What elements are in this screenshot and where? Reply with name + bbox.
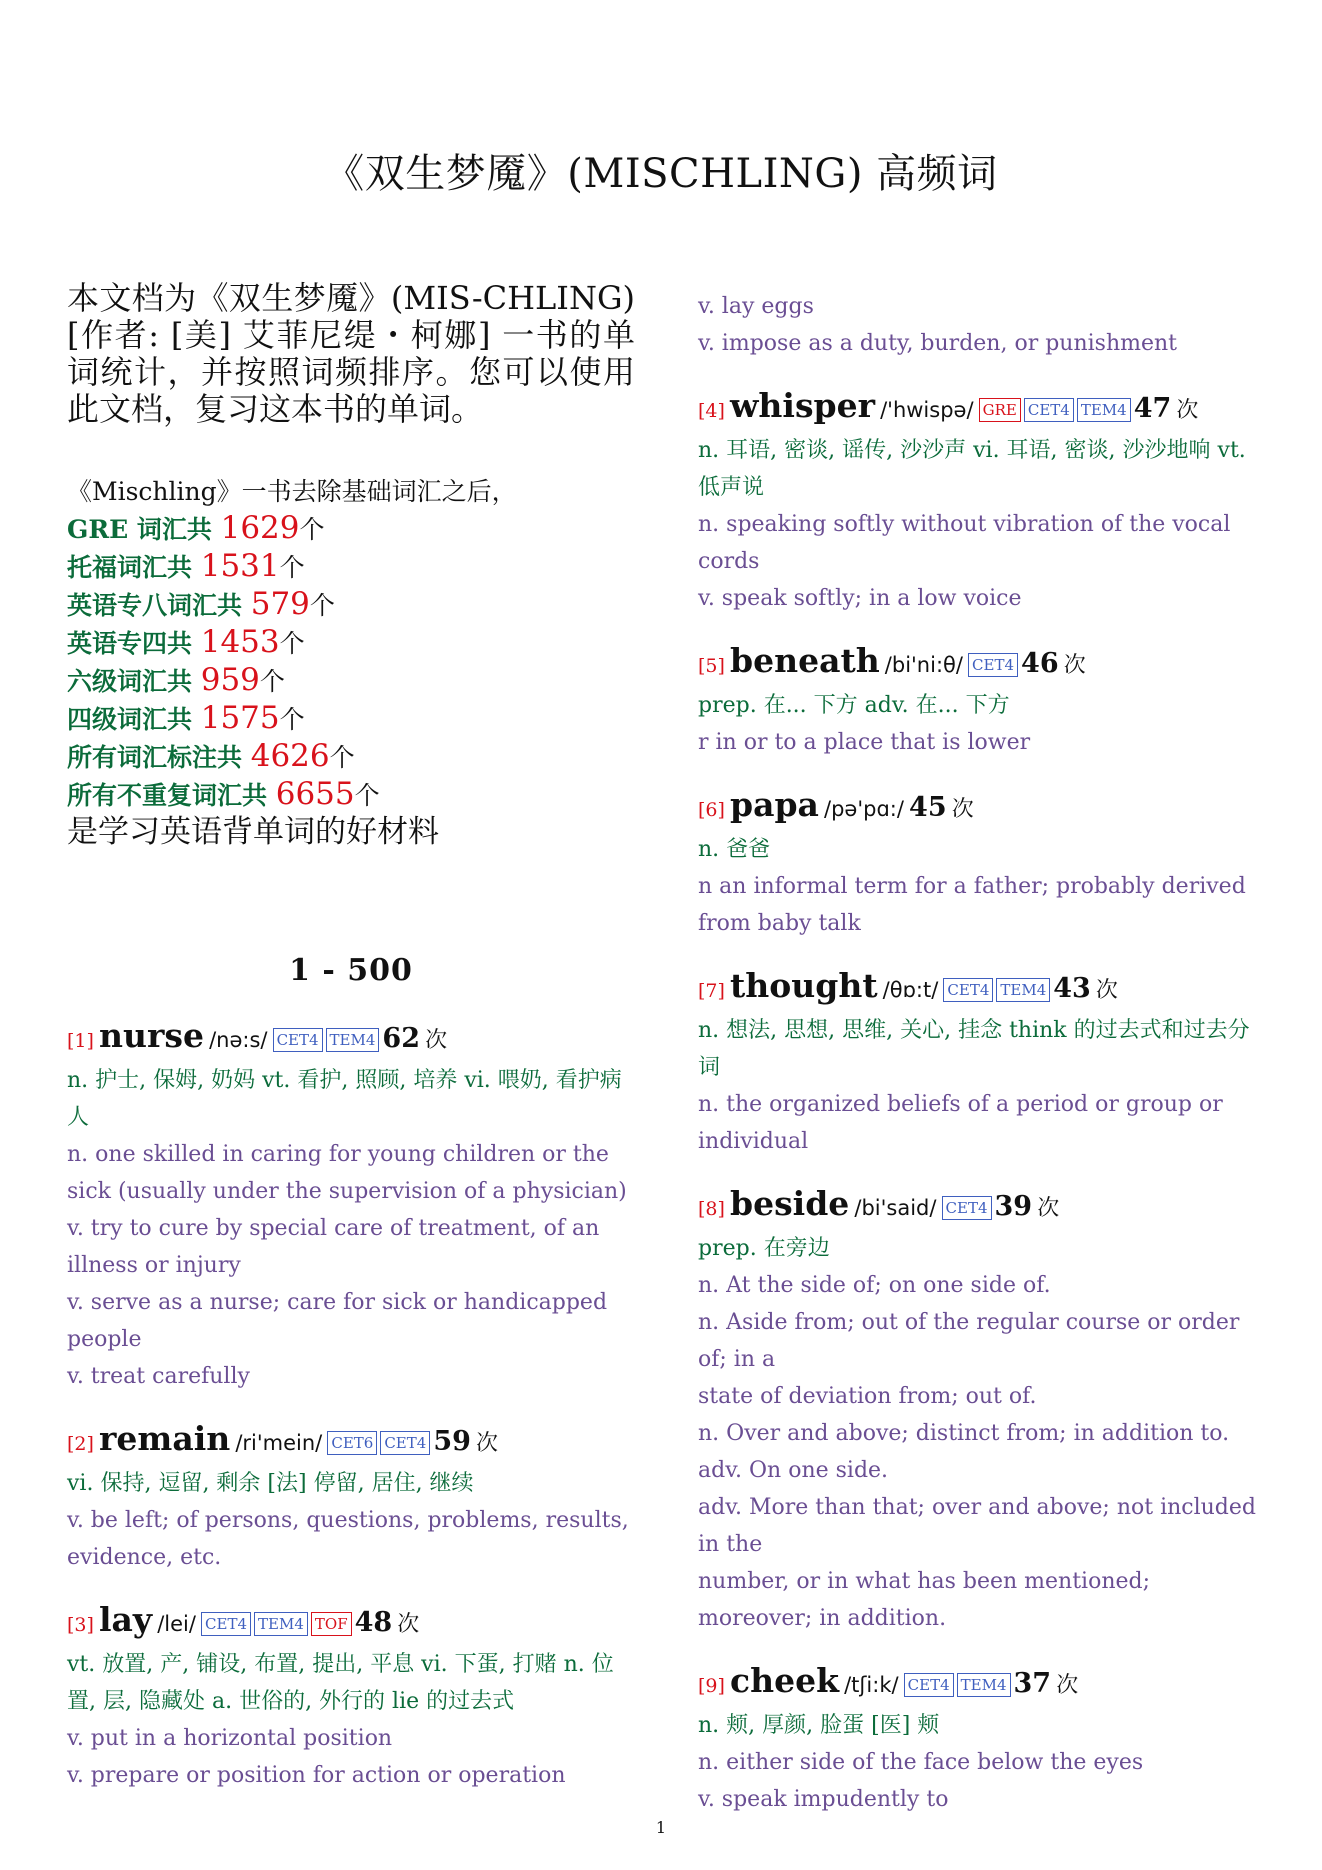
frequency-unit: 次 [425,1028,448,1053]
continued-definition: v. impose as a duty, burden, or punishment [698,331,1178,356]
stat-number: 4626 [250,738,330,774]
stat-number: 6655 [275,776,355,812]
english-definition: adv. On one side. [698,1458,889,1483]
stat-row [67,586,635,624]
word-entry [67,1016,635,1395]
vocab-stats [67,474,635,850]
stat-row [67,738,635,776]
continued-definition: v. lay eggs [698,294,814,319]
stat-label: 所有词汇标注共 [67,743,251,772]
english-definition: n. speaking softly without vibration of the vocal cords [698,512,1231,574]
frequency-unit: 次 [1037,1196,1060,1221]
stat-label: 所有不重复词汇共 [67,781,276,810]
stat-number: 1531 [200,548,280,584]
chinese-definition: vt. 放置, 产, 铺设, 布置, 提出, 平息 vi. 下蛋, 打赌 n. 位置, 层, 隐藏处 a. 世俗的, 外行的 lie 的过去式 [67,1652,614,1714]
exam-tag: CET4 [273,1028,323,1052]
stat-row [67,662,635,700]
headword-line [698,1661,1268,1707]
entry-index: [1] [67,1030,94,1052]
word-entry [698,785,1268,942]
headword-line [67,1016,635,1062]
page-title: 《双生梦魇》(MISCHLING) 高频词 [324,151,998,197]
english-definition: v. try to cure by special care of treatment, of an illness or injury [67,1216,600,1278]
exam-tag: TEM4 [254,1612,308,1636]
stat-unit: 个 [279,705,305,734]
stat-label: 六级词汇共 [67,667,201,696]
exam-tag: CET4 [1024,398,1074,422]
english-definition: number, or in what has been mentioned; moreover; in addition. [698,1569,1150,1631]
english-definition: v. serve as a nurse; care for sick or handicapped people [67,1290,608,1352]
exam-tag: CET4 [380,1431,430,1455]
frequency-count: 45 [909,792,947,823]
english-definition: v. speak impudently to [698,1787,949,1812]
frequency-count: 39 [994,1191,1033,1222]
entries-right [698,386,1268,1818]
english-definition: v. put in a horizontal position [67,1726,393,1751]
entries-left [67,1016,635,1794]
headword: remain [99,1419,231,1458]
exam-tag: CET6 [327,1431,377,1455]
stat-unit: 个 [279,553,305,582]
stat-row [67,510,635,548]
chinese-definition: prep. 在旁边 [698,1236,830,1261]
entry-index: [9] [698,1675,725,1697]
english-definition: v. prepare or position for action or operation [67,1763,566,1788]
intro-paragraph: 本文档为《双生梦魇》(MIS-CHLING)[作者: [美] 艾菲尼缇・柯娜] 一书的单词统计，并按照词频排序。您可以使用此文档，复习这本书的单词。 [67,279,635,428]
exam-tag: CET4 [904,1673,954,1697]
range-heading: 1 - 500 [289,953,413,988]
headword-line [698,641,1268,687]
entry-index: [8] [698,1198,725,1220]
headword: cheek [730,1661,839,1700]
exam-tag: CET4 [942,1196,992,1220]
headword-line [67,1600,635,1646]
frequency-count: 46 [1021,648,1059,679]
stat-number: 1575 [200,700,280,736]
frequency-count: 62 [382,1023,420,1054]
english-definition: n. Aside from; out of the regular course or order of; in a [698,1310,1240,1372]
stat-row [67,624,635,662]
word-entry [67,1419,635,1576]
english-definition: n. Over and above; distinct from; in addition to. [698,1421,1230,1446]
word-entry [67,1600,635,1794]
english-definition: adv. More than that; over and above; not included in the [698,1495,1256,1557]
stats-closing: 是学习英语背单词的好材料 [67,814,439,850]
entry-index: [6] [698,799,725,821]
english-definition: r in or to a place that is lower [698,730,1031,755]
english-definition: v. speak softly; in a low voice [698,586,1022,611]
chinese-definition: n. 爸爸 [698,837,771,862]
phonetic: /nə:s/ [209,1028,268,1052]
headword: beneath [730,641,880,680]
headword-line [698,966,1268,1012]
phonetic: /θɒ:t/ [882,978,939,1002]
english-definition: v. treat carefully [67,1364,250,1389]
headword: whisper [730,386,875,425]
phonetic: /lei/ [157,1612,196,1636]
headword-line [698,386,1268,432]
continued-entry [698,288,1268,362]
phonetic: /tʃi:k/ [844,1673,899,1697]
stat-number: 1629 [220,510,300,546]
word-entry [698,1184,1268,1637]
exam-tag: CET4 [943,978,993,1002]
frequency-unit: 次 [1056,1673,1079,1698]
english-definition: n. either side of the face below the eyes [698,1750,1144,1775]
english-definition: n. the organized beliefs of a period or group or individual [698,1092,1223,1154]
phonetic: /bi'ni:θ/ [884,653,963,677]
stat-label: 托福词汇共 [67,553,201,582]
stat-unit: 个 [354,781,380,810]
stat-unit: 个 [259,667,285,696]
frequency-unit: 次 [1063,653,1086,678]
page-number: 1 [655,1818,667,1837]
frequency-count: 48 [354,1607,393,1638]
headword-line [698,1184,1268,1230]
headword: thought [730,966,878,1005]
chinese-definition: n. 护士, 保姆, 奶妈 vt. 看护, 照顾, 培养 vi. 喂奶, 看护病人 [67,1068,622,1130]
word-entry [698,1661,1268,1818]
stat-unit: 个 [329,743,355,772]
stat-unit: 个 [309,591,335,620]
english-definition: v. be left; of persons, questions, problems, results, evidence, etc. [67,1508,629,1570]
frequency-unit: 次 [951,797,974,822]
stat-label: 英语专八词汇共 [67,591,251,620]
chinese-definition: n. 颊, 厚颜, 脸蛋 [医] 颊 [698,1713,940,1738]
phonetic: /'hwispə/ [880,398,974,422]
frequency-unit: 次 [1095,978,1118,1003]
headword-line [67,1419,635,1465]
stat-row [67,776,635,814]
right-column [698,288,1268,1842]
stat-unit: 个 [279,629,305,658]
entry-index: [5] [698,655,725,677]
entry-index: [3] [67,1614,94,1636]
stat-number: 579 [250,586,310,622]
stats-list [67,510,635,814]
headword-line [698,785,1268,831]
word-entry [698,966,1268,1160]
frequency-unit: 次 [1176,398,1199,423]
exam-tag: TEM4 [1077,398,1131,422]
stat-row [67,548,635,586]
stat-label: 四级词汇共 [67,705,201,734]
english-definition: state of deviation from; out of. [698,1384,1037,1409]
english-definition: n an informal term for a father; probably derived from baby talk [698,874,1246,936]
exam-tag: TOF [311,1612,352,1636]
left-column [67,280,635,1818]
frequency-count: 43 [1053,973,1091,1004]
frequency-unit: 次 [475,1431,498,1456]
phonetic: /pə'pɑ:/ [824,797,904,821]
headword: papa [730,785,819,824]
frequency-unit: 次 [397,1612,420,1637]
chinese-definition: n. 耳语, 密谈, 谣传, 沙沙声 vi. 耳语, 密谈, 沙沙地响 vt. 低声说 [698,438,1246,500]
stat-unit: 个 [299,515,325,544]
english-definition: n. one skilled in caring for young children or the sick (usually under the supervision of a physician) [67,1142,627,1204]
word-entry [698,386,1268,617]
frequency-count: 37 [1013,1668,1052,1699]
exam-tag: TEM4 [326,1028,380,1052]
exam-tag: TEM4 [996,978,1050,1002]
word-entry [698,641,1268,761]
chinese-definition: n. 想法, 思想, 思维, 关心, 挂念 think 的过去式和过去分词 [698,1018,1250,1080]
stat-label: GRE 词汇共 [67,515,221,544]
frequency-count: 47 [1133,393,1172,424]
stat-number: 959 [200,662,260,698]
chinese-definition: prep. 在... 下方 adv. 在... 下方 [698,693,1010,718]
phonetic: /ri'mein/ [235,1431,323,1455]
frequency-count: 59 [433,1426,471,1457]
stat-label: 英语专四共 [67,629,201,658]
headword: lay [99,1600,153,1639]
stat-row [67,700,635,738]
exam-tag: CET4 [968,653,1018,677]
entry-index: [7] [698,980,725,1002]
english-definition: n. At the side of; on one side of. [698,1273,1051,1298]
exam-tag: CET4 [201,1612,251,1636]
chinese-definition: vi. 保持, 逗留, 剩余 [法] 停留, 居住, 继续 [67,1471,474,1496]
exam-tag: TEM4 [957,1673,1011,1697]
headword: nurse [99,1016,204,1055]
entry-index: [2] [67,1433,94,1455]
stat-number: 1453 [200,624,280,660]
headword: beside [730,1184,850,1223]
stats-lead: 《Mischling》一书去除基础词汇之后， [67,477,517,506]
entry-index: [4] [698,400,725,422]
exam-tag: GRE [979,398,1021,422]
phonetic: /bi'said/ [854,1196,937,1220]
